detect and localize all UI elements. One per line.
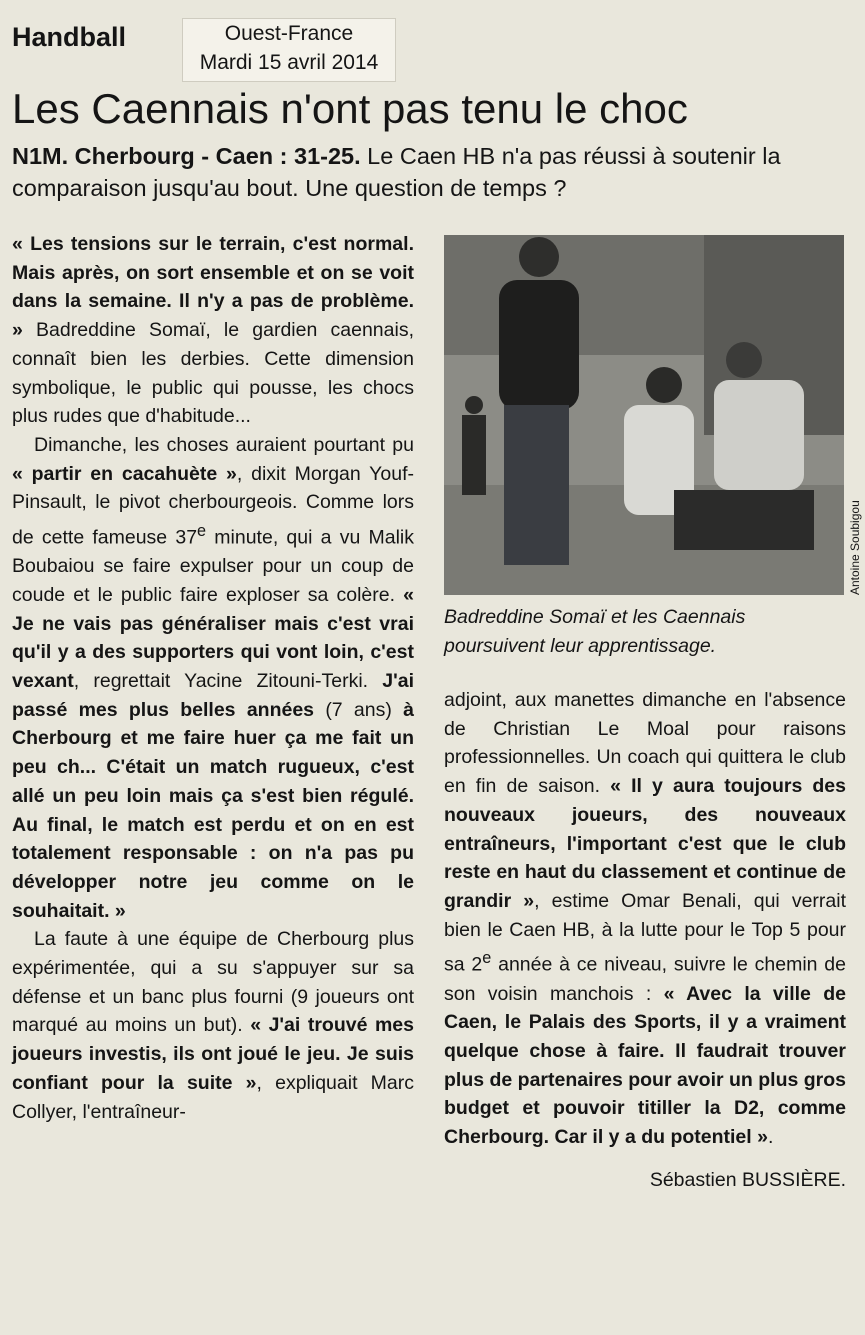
quote: J'ai passé mes plus belles années — [12, 670, 414, 721]
quote: à Cherbourg et me faire huer ça me fait un peu ch... C'était un match rugueux, c'est allé un peu loin mais ça s'est bien régulé. Au final, le match est perdu et on en est totalement responsable : on n'a pas pu développer notre jeu comme on le souhaitait. » — [12, 698, 415, 922]
text: Dimanche, les choses auraient pourtant pu — [34, 433, 414, 456]
superscript: e — [197, 522, 207, 541]
text: (7 ans) — [314, 698, 404, 721]
paragraph — [12, 230, 414, 431]
superscript: e — [482, 949, 492, 968]
text: minute, qui a vu Malik Boubaiou se faire expulser pour un coup de coude et le public faire exploser sa colère. — [12, 526, 414, 606]
photo-credit: Antoine Soubigou — [848, 500, 862, 595]
quote: « partir en cacahuète » — [12, 462, 237, 485]
article-photo — [444, 235, 844, 595]
author-signature: Sébastien BUSSIÈRE. — [649, 1168, 846, 1191]
score-line: N1M. Cherbourg - Caen : 31-25. — [12, 143, 361, 169]
text: année à ce niveau, suivre le chemin de son voisin manchois : — [444, 953, 846, 1005]
source-box — [182, 18, 396, 82]
photo-illustration — [444, 235, 844, 595]
quote: « Je ne vais pas généraliser mais c'est vrai qu'il y a des supporters qui vont loin, c'est vexant — [12, 583, 414, 693]
standfirst — [12, 140, 842, 204]
quote: « Avec la ville de Caen, le Palais des Sports, il y a vraiment quelque chose à faire. Il faudrait trouver plus de partenaires pour avoir un plus gros budget et pouvoir titiller la D2, comme Cherbourg. Car il y a du potentiel » — [444, 982, 846, 1149]
photo-caption: Badreddine Somaï et les Caennais poursuivent leur apprentissage. — [444, 606, 746, 657]
publication-date: Mardi 15 avril 2014 — [199, 51, 379, 74]
text: . — [767, 1126, 774, 1149]
section-label: Handball — [12, 22, 127, 52]
quote: « Il y aura toujours des nouveaux joueurs, des nouveaux entraîneurs, l'important c'est que le club reste en haut du classement et continue de grandir » — [444, 775, 846, 912]
quote: « Les tensions sur le terrain, c'est normal. Mais après, on sort ensemble et on se voit dans la semaine. Il n'y a pas de problème. » — [12, 233, 414, 342]
headline: Les Caennais n'ont pas tenu le choc — [12, 85, 688, 132]
paragraph — [444, 686, 846, 1152]
article-column-1 — [12, 230, 414, 1126]
paragraph — [12, 925, 414, 1126]
text: adjoint, aux manettes dimanche en l'absence de Christian Le Moal pour raisons professionnelles. Un coach qui quittera le club en fin de saison. — [444, 689, 846, 798]
article-column-2 — [444, 686, 846, 1194]
text: , dixit Morgan Youf-Pinsault, le pivot cherbourgeois. Comme lors de cette fameuse 37 — [12, 462, 414, 549]
text: Badreddine Somaï, le gardien caennais, connaît bien les derbies. Cette dimension symbolique, le public qui pousse, les chocs plus rudes que d'habitude... — [12, 319, 414, 428]
paragraph — [12, 431, 414, 925]
quote: « J'ai trouvé mes joueurs investis, ils ont joué le jeu. Je suis confiant pour la suite » — [12, 1014, 414, 1094]
standfirst-text: Le Caen HB n'a pas réussi à soutenir la comparaison jusqu'au bout. Une question de temps ? — [12, 143, 781, 201]
newspaper-name: Ouest-France — [224, 22, 354, 45]
text: , estime Omar Benali, qui verrait bien le Caen HB, à la lutte pour le Top 5 pour sa 2 — [444, 889, 847, 976]
text: , expliquait Marc Collyer, l'entraîneur- — [12, 1071, 414, 1123]
text: La faute à une équipe de Cherbourg plus expérimentée, qui a su s'appuyer sur sa défense et un banc plus fourni (9 joueurs ont marqué au moins un but). — [12, 928, 414, 1037]
text: , regrettait Yacine Zitouni-Terki. — [73, 670, 383, 693]
